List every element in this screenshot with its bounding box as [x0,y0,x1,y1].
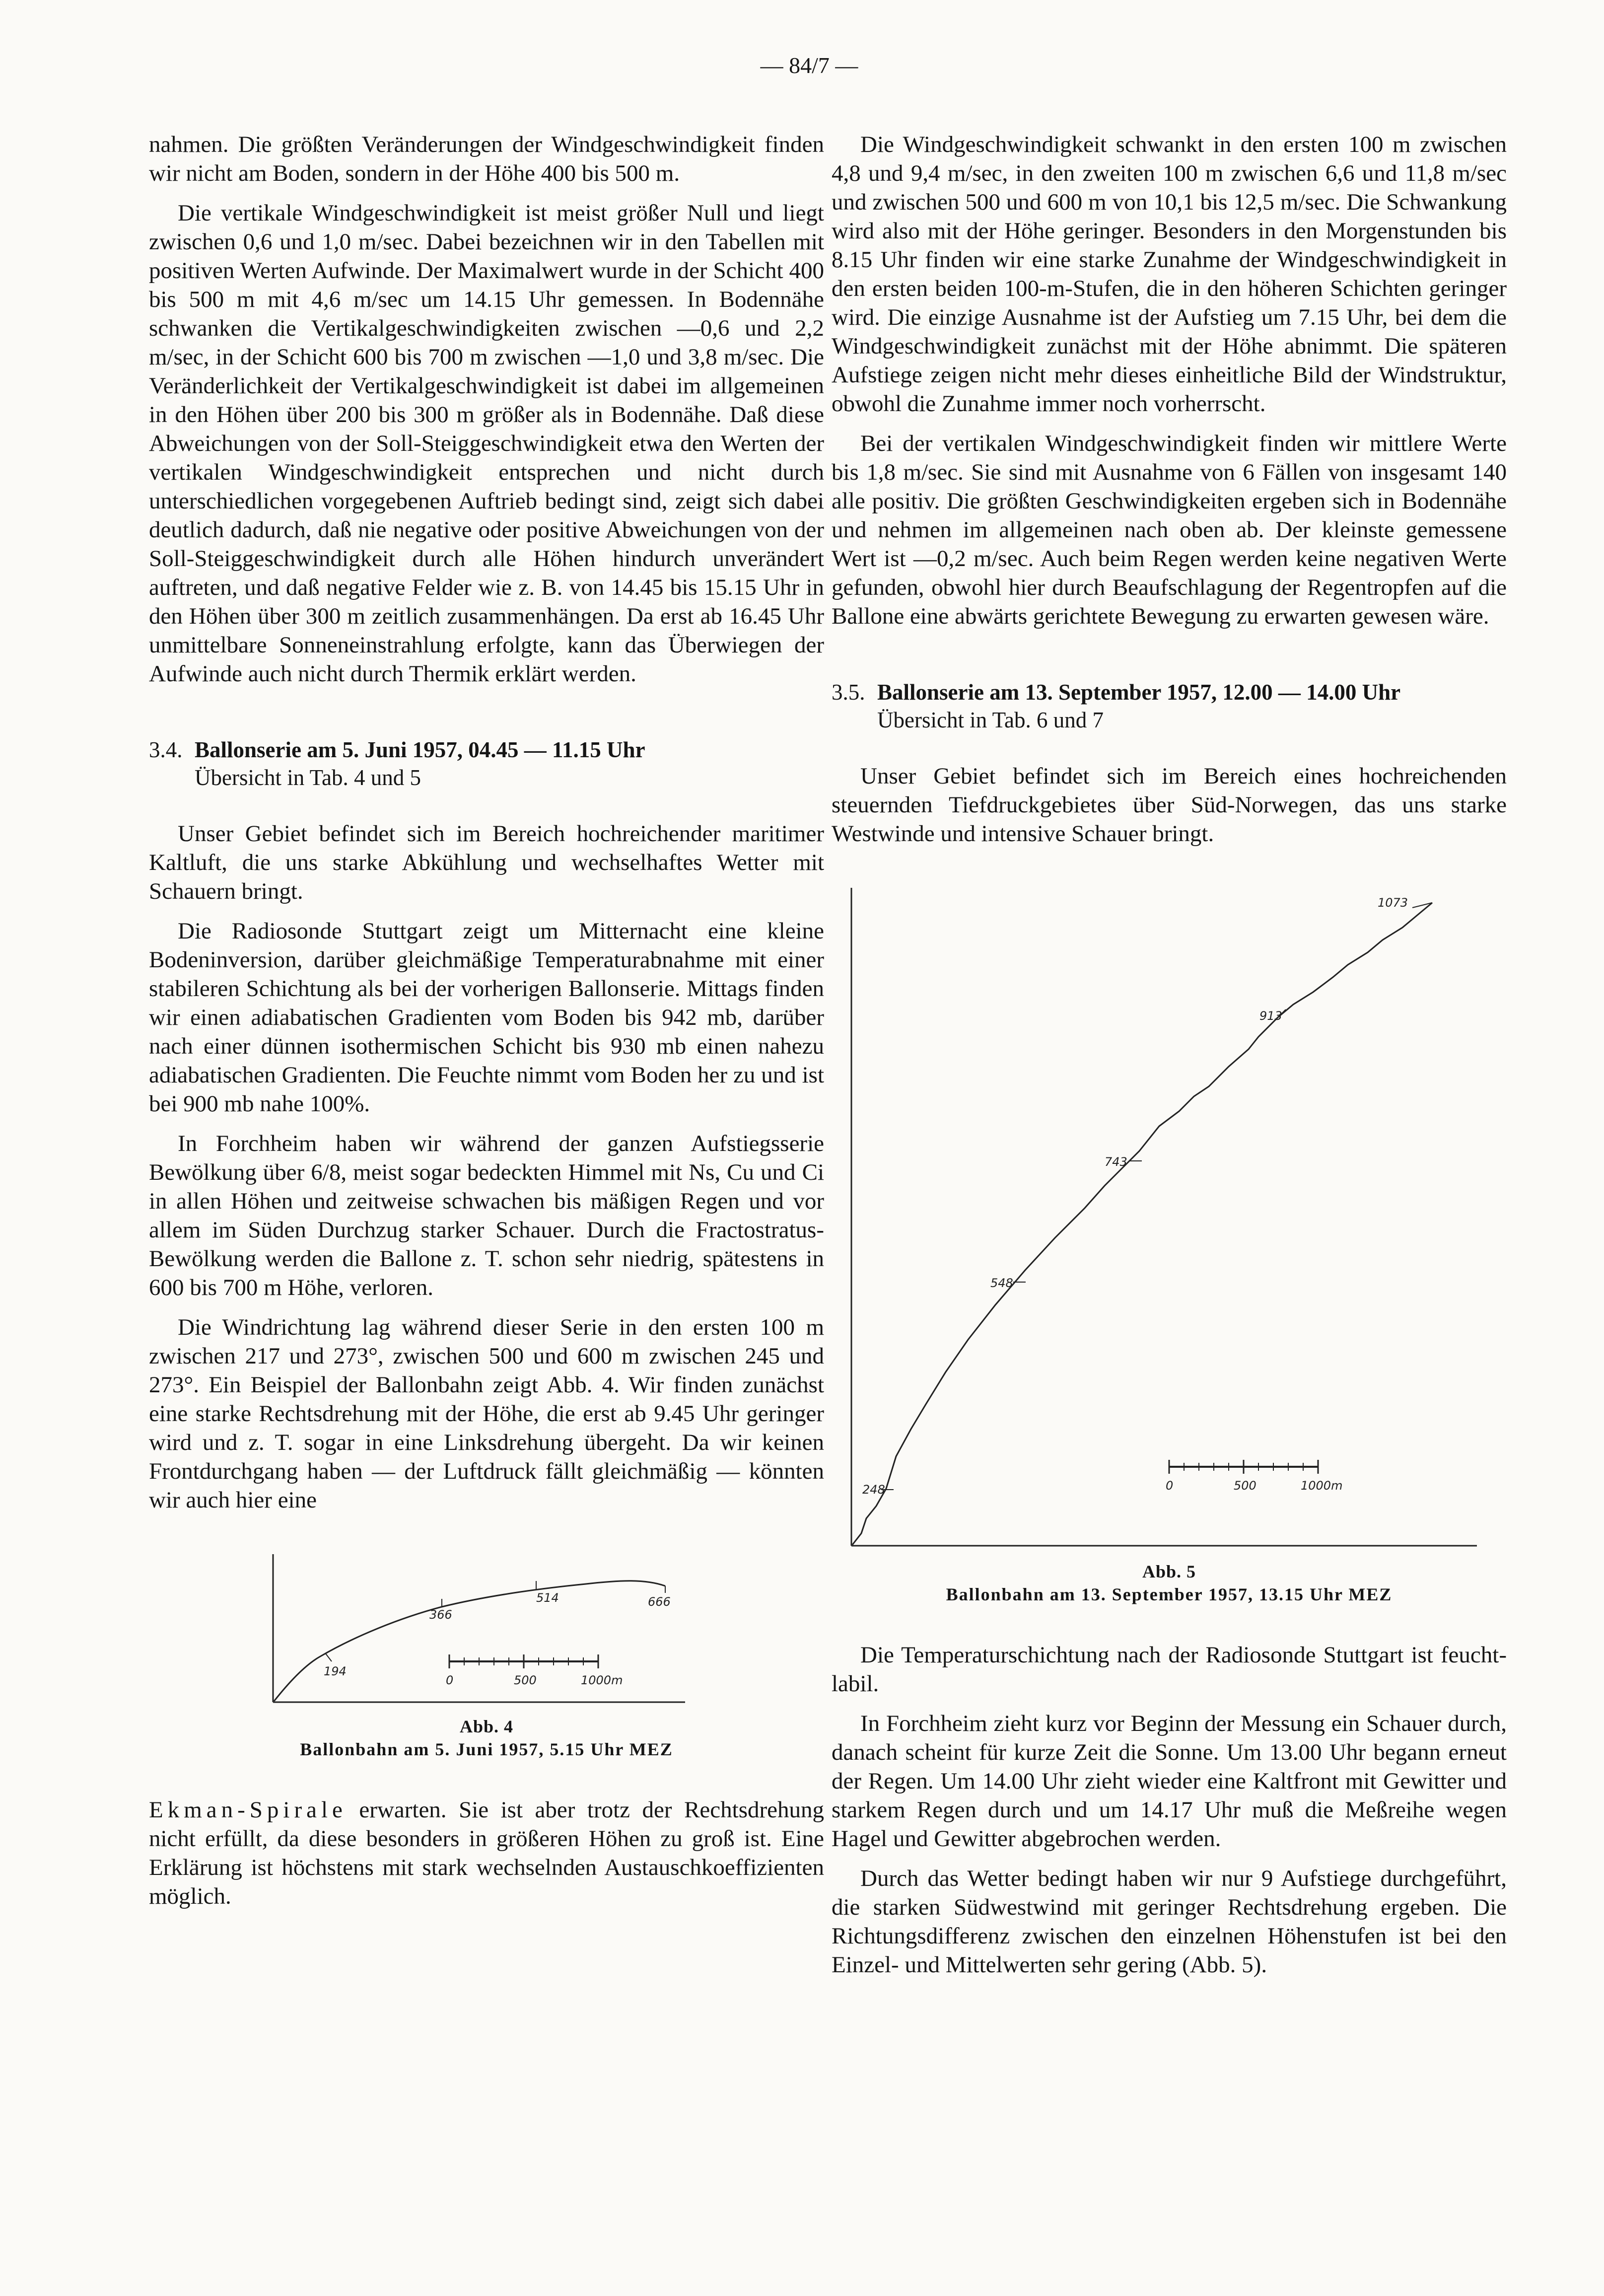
section-heading-3-4 [149,736,824,791]
section-subtitle: Übersicht in Tab. 4 und 5 [195,765,421,790]
scale-label: 1000m [1301,1479,1343,1493]
paragraph: Unser Gebiet befindet sich im Bereich eines hochreichenden steuernden Tiefdruckgebietes über Süd-Norwegen, das uns starke Westwinde und intensive Schauer bringt. [832,763,1507,847]
section-subtitle: Übersicht in Tab. 6 und 7 [877,708,1104,732]
balloon-trajectory-plot-abb4 [149,1544,824,1708]
scale-label: 0 [1166,1479,1174,1493]
paragraph: Bei der vertikalen Windgeschwindigkeit finden wir mittlere Werte bis 1,8 m/sec. Sie sind mit Ausnahme von 6 Fällen von insgesamt 140 alle positiv. Die größten Geschwindigkeiten ergeben sich in Bodennähe und nehmen im allgemeinen nach oben ab. Der kleinste gemessene Wert ist —0,2 m/sec. Auch beim Regen werden keine negativen Werte gefunden, obwohl hier durch Beaufschlagung der Regentropfen auf die Ballone eine abwärts gerichtete Bewegung zu erwarten gewesen wäre. [832,430,1507,629]
paragraph: Unser Gebiet befindet sich im Bereich hochreichender maritimer Kaltluft, die uns starke Abkühlung und wechselhaftes Wetter mit Schauern bringt. [149,821,824,904]
section-number: 3.5. [832,680,865,705]
trajectory-label: 743 [1105,1155,1127,1169]
trajectory-label: 1073 [1378,896,1408,910]
figure-abb-4 [149,1544,824,1761]
trajectory-label: 548 [990,1276,1013,1290]
paragraph: Die Temperaturschichtung nach der Radiosonde Stuttgart ist feucht-labil. [832,1642,1507,1697]
figure-abb-5 [832,878,1507,1606]
scale-bar [446,1654,623,1687]
scale-label: 1000m [581,1673,623,1687]
trajectory-curve [852,903,1432,1545]
trajectory-label: 514 [536,1591,559,1605]
balloon-trajectory-plot-abb5 [832,878,1507,1553]
figure-number: Abb. 5 [1142,1562,1196,1581]
page-number: — 84/7 — [760,53,858,78]
scale-bar [1166,1460,1342,1493]
trajectory-label: 366 [429,1608,452,1622]
trajectory-label: 248 [862,1483,885,1497]
paragraph [149,1795,824,1911]
paragraph: In Forchheim zieht kurz vor Beginn der Messung ein Schauer durch, danach scheint für kurze Zeit die Sonne. Um 13.00 Uhr begann erneut der Regen. Um 14.00 Uhr zieht wieder eine Kaltfront mit Gewitter und starkem Regen durch und um 14.17 Uhr muß die Meßreihe wegen Hagel und Gewitter abgebrochen werden. [832,1711,1507,1852]
section-title: Ballonserie am 13. September 1957, 12.00 — 14.00 Uhr [877,680,1401,705]
trajectory-label: 666 [648,1595,671,1609]
trajectory-marker [325,1653,332,1661]
section-heading-3-5 [832,678,1507,734]
emphasized-term: Ekman-Spirale [149,1797,347,1823]
scale-label: 0 [446,1673,454,1687]
paragraph: Durch das Wetter bedingt haben wir nur 9 Aufstiege durchgeführt, die starken Südwestwind mit geringer Rechtsdrehung ergeben. Die Richtungsdifferenz zwischen den einzelnen Höhenstufen ist bei den Einzel- und Mittelwerten sehr gering (Abb. 5). [832,1866,1507,1978]
section-title: Ballonserie am 5. Juni 1957, 04.45 — 11.15 Uhr [195,737,645,762]
figure-caption: Ballonbahn am 5. Juni 1957, 5.15 Uhr MEZ [300,1739,673,1759]
paragraph: Die Windgeschwindigkeit schwankt in den ersten 100 m zwischen 4,8 und 9,4 m/sec, in den zweiten 100 m zwischen 6,6 und 11,8 m/sec und zwischen 500 und 600 m von 10,1 bis 12,5 m/sec. Die Schwankung wird also mit der Höhe geringer. Besonders in den Morgenstunden bis 8.15 Uhr finden wir eine starke Zunahme der Windgeschwindigkeit in den ersten beiden 100-m-Stufen, die in den höheren Schichten geringer wird. Die einzige Ausnahme ist der Aufstieg um 7.15 Uhr, bei dem die Windgeschwindigkeit zunächst mit der Höhe abnimmt. Die späteren Aufstiege zeigen nicht mehr dieses einheitliche Bild der Windstruktur, obwohl die Zunahme immer noch vorherrscht. [832,132,1507,417]
figure-number: Abb. 4 [459,1717,514,1736]
paragraph: Die vertikale Windgeschwindigkeit ist meist größer Null und liegt zwischen 0,6 und 1,0 m/sec. Dabei bezeichnen wir in den Tabellen mit positiven Werten Aufwinde. Der Maximalwert wurde in der Schicht 400 bis 500 m mit 4,6 m/sec um 14.15 Uhr gemessen. In Bodennähe schwanken die Vertikalgeschwindigkeiten zwischen —0,6 und 2,2 m/sec, in der Schicht 600 bis 700 m zwischen —1,0 und 3,8 m/sec. Die Veränderlichkeit der Vertikalgeschwindigkeit ist dabei im allgemeinen in den Höhen über 200 bis 300 m größer als in Bodennähe. Daß diese Abweichungen von der Soll-Steiggeschwindigkeit etwa den Werten der vertikalen Windgeschwindigkeit entsprechen und nicht durch unterschiedlichen vorgegebenen Auftrieb bedingt sind, zeigt sich dabei deutlich dadurch, daß nie negative oder positive Abweichungen von der Soll-Steiggeschwindigkeit durch alle Höhen hindurch unverändert auftreten, und daß negative Felder wie z. B. von 14.45 bis 15.15 Uhr in den Höhen über 300 m zeitlich zusammenhängen. Da erst ab 16.45 Uhr unmittelbare Sonneneinstrahlung erfolgte, kann das Überwiegen der Aufwinde auch nicht durch Thermik erklärt werden. [149,200,824,687]
paragraph: In Forchheim haben wir während der ganzen Aufstiegsserie Bewölkung über 6/8, meist sogar bedeckten Himmel mit Ns, Cu und Ci in allen Höhen und zeitweise schwachen bis mäßigen Regen und vor allem im Süden Durchzug starker Schauer. Durch die Fractostratus-Bewölkung werden die Ballone z. T. schon sehr niedrig, spätestens in 600 bis 700 m Höhe, verloren. [149,1131,824,1300]
figure-caption: Ballonbahn am 13. September 1957, 13.15 Uhr MEZ [946,1584,1393,1604]
scale-label: 500 [1234,1479,1256,1493]
scale-label: 500 [514,1673,537,1687]
paragraph: Die Radiosonde Stuttgart zeigt um Mitternacht eine kleine Bodeninversion, darüber gleichmäßige Temperaturabnahme mit einer stabileren Schichtung als bei der vorherigen Ballonserie. Mittags finden wir einen adiabatischen Gradienten vom Boden bis 942 mb, darüber nach einer dünnen isothermischen Schicht bis 930 mb einen nahezu adiabatischen Gradienten. Die Feuchte nimmt vom Boden her zu und ist bei 900 mb nahe 100%. [149,918,824,1117]
paragraph: nahmen. Die größten Veränderungen der Windgeschwindigkeit finden wir nicht am Boden, sondern in der Höhe 400 bis 500 m. [149,132,824,186]
paragraph: Die Windrichtung lag während dieser Serie in den ersten 100 m zwischen 217 und 273°, zwischen 500 und 600 m zwischen 245 und 273°. Ein Beispiel der Ballonbahn zeigt Abb. 4. Wir finden zunächst eine starke Rechtsdrehung mit der Höhe, die erst ab 9.45 Uhr geringer wird und z. T. sogar in eine Linksdrehung übergeht. Da wir keinen Frontdurchgang haben — der Luftdruck fällt gleichmäßig — könnten wir auch hier eine [149,1314,824,1513]
left-column [149,130,824,1922]
trajectory-label: 913 [1259,1009,1282,1023]
section-number: 3.4. [149,737,183,762]
trajectory-label: 194 [324,1664,347,1678]
paragraph-text: erwarten. Sie ist aber trotz der Rechtsdrehung nicht erfüllt, da diese besonders in größeren Höhen zu groß ist. Eine Erklärung ist höchstens mit stark wechselnden Austauschkoeffizienten möglich. [149,1797,824,1909]
right-column [832,130,1507,1990]
